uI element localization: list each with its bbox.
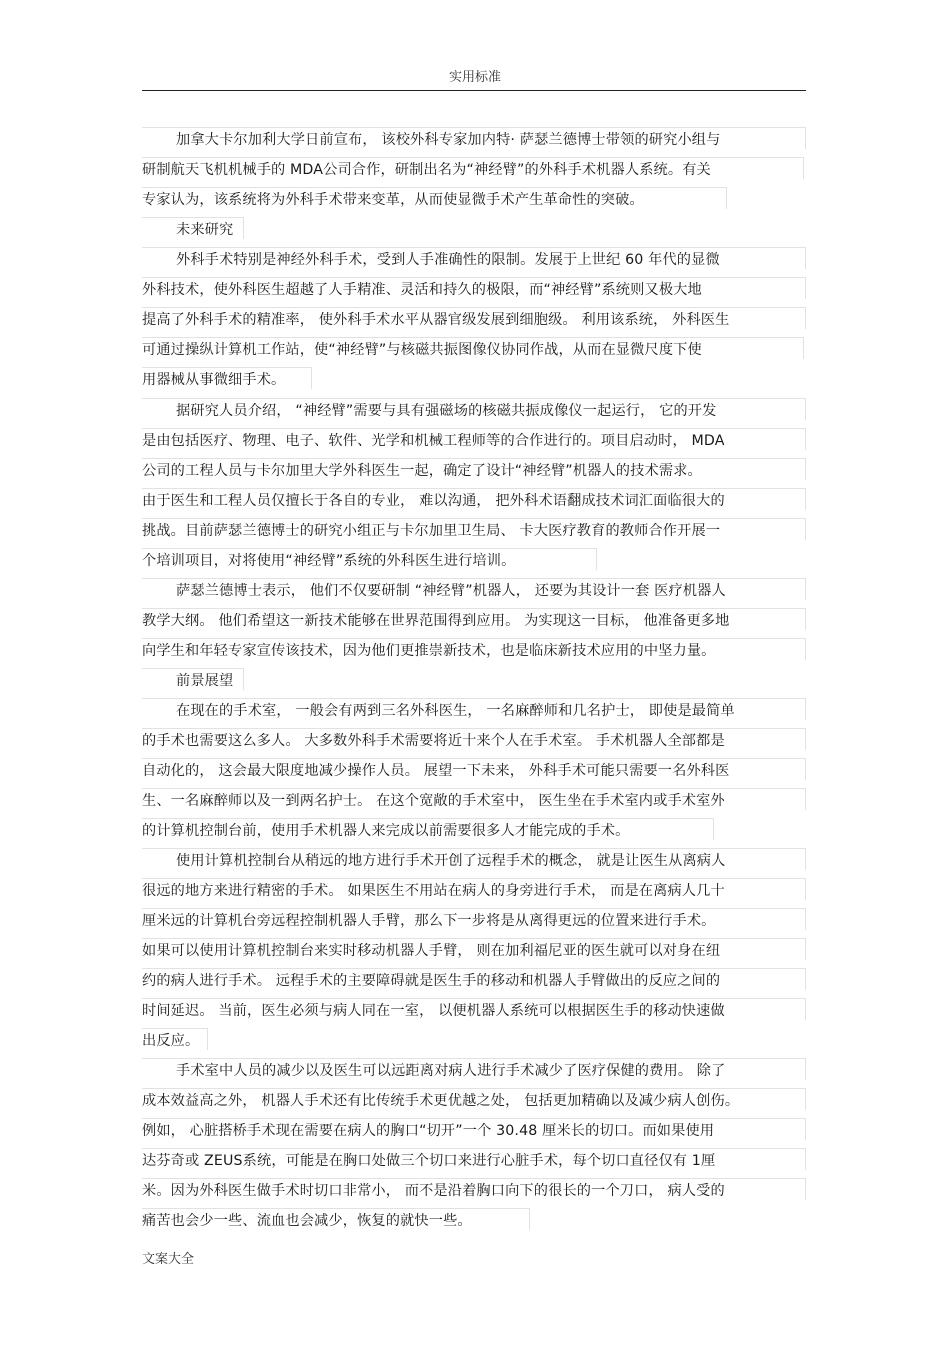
text-line — [142, 516, 806, 546]
text-line — [142, 666, 806, 696]
line-text: 的计算机控制台前，使用手术机器人来完成以前需要很多人才能完成的手术。 — [142, 823, 630, 839]
line-text: 教学大纲。 他们希望这一新技术能够在世界范围得到应用。 为实现这一目标， 他准备更多地 — [142, 613, 730, 629]
line-text: 痛苦也会少一些、流血也会减少，恢复的就快一些。 — [142, 1213, 472, 1229]
text-line — [142, 215, 806, 245]
text-line — [142, 876, 806, 906]
line-text: 厘米远的计算机台旁远程控制机器人手臂，那么下一步将是从离得更远的位置来进行手术。 — [142, 913, 716, 929]
line-text: 使用计算机控制台从稍远的地方进行手术开创了远程手术的概念， 就是让医生从离病人 — [176, 853, 726, 869]
text-line — [142, 1056, 806, 1086]
text-line — [142, 185, 806, 215]
text-line — [142, 1086, 806, 1116]
line-text: 是由包括医疗、物理、电子、软件、光学和机械工程师等的合作进行的。项目启动时， MDA — [142, 433, 725, 449]
line-text: 挑战。目前萨瑟兰德博士的研究小组正与卡尔加里卫生局、 卡大医疗教育的教师合作开展一 — [142, 523, 721, 539]
text-line — [142, 756, 806, 786]
line-text: 米。因为外科医生做手术时切口非常小， 而不是沿着胸口向下的很长的一个刀口， 病人受的 — [142, 1183, 725, 1199]
text-line — [142, 606, 806, 636]
text-line — [142, 816, 806, 846]
text-line — [142, 1026, 806, 1056]
line-text: 如果可以使用计算机控制台来实时移动机器人手臂， 则在加利福尼亚的医生就可以对身在纽 — [142, 943, 721, 959]
text-line — [142, 906, 806, 936]
line-text: 的手术也需要这么多人。 大多数外科手术需要将近十来个人在手术室。 手术机器人全部都是 — [142, 733, 725, 749]
line-text: 由于医生和工程人员仅擅长于各自的专业， 难以沟通， 把外科术语翻成技术词汇面临很大的 — [142, 493, 725, 509]
line-text: 自动化的， 这会最大限度地减少操作人员。 展望一下未来， 外科手术可能只需要一名外科医 — [142, 763, 730, 779]
text-line — [142, 996, 806, 1026]
text-line — [142, 696, 806, 726]
line-text: 时间延迟。 当前，医生必须与病人同在一室， 以便机器人系统可以根据医生手的移动快速做 — [142, 1003, 725, 1019]
text-line — [142, 726, 806, 756]
text-line — [142, 636, 806, 666]
text-line — [142, 576, 806, 606]
text-line — [142, 335, 806, 365]
text-line — [142, 936, 806, 966]
line-text: 提高了外科手术的精准率， 使外科手术水平从器官级发展到细胞级。 利用该系统， 外科医生 — [142, 312, 730, 328]
line-text: 达芬奇或 ZEUS系统，可能是在胸口处做三个切口来进行心脏手术，每个切口直径仅有 1厘 — [142, 1153, 716, 1169]
line-text: 个培训项目，对将使用“神经臂”系统的外科医生进行培训。 — [142, 553, 516, 569]
line-text: 外科技术，使外科医生超越了人手精准、灵活和持久的极限，而“神经臂”系统则又极大地 — [142, 282, 702, 298]
line-text: 据研究人员介绍， “神经臂”需要与具有强磁场的核磁共振成像仪一起运行， 它的开发 — [176, 403, 717, 419]
text-line — [142, 1206, 806, 1236]
text-line — [142, 305, 806, 335]
text-line — [142, 396, 806, 426]
text-line — [142, 1146, 806, 1176]
text-line — [142, 155, 806, 185]
page-header: 实用标准 — [448, 70, 501, 85]
text-line — [142, 125, 806, 155]
text-line — [142, 846, 806, 876]
text-line — [142, 245, 806, 275]
line-text: 公司的工程人员与卡尔加里大学外科医生一起，确定了设计“神经臂”机器人的技术需求。 — [142, 463, 702, 479]
text-line — [142, 426, 806, 456]
line-text: 可通过操纵计算机工作站，使“神经臂”与核磁共振图像仪协同作战，从而在显微尺度下使 — [142, 342, 702, 358]
line-text: 研制航天飞机机械手的 MDA公司合作，研制出名为“神经臂”的外科手术机器人系统。有关 — [142, 162, 711, 178]
line-text: 用器械从事微细手术。 — [142, 372, 286, 388]
line-text: 专家认为，该系统将为外科手术带来变革，从而使显微手术产生革命性的突破。 — [142, 192, 644, 208]
line-text: 成本效益高之外， 机器人手术还有比传统手术更优越之处， 包括更加精确以及减少病人创伤。 — [142, 1093, 740, 1109]
line-text: 向学生和年轻专家宣传该技术，因为他们更推崇新技术，也是临床新技术应用的中坚力量。 — [142, 643, 716, 659]
text-line — [142, 486, 806, 516]
text-line — [142, 1116, 806, 1146]
line-text: 未来研究 — [176, 222, 234, 238]
line-text: 萨瑟兰德博士表示， 他们不仅要研制 “神经臂”机器人， 还要为其设计一套 医疗机器人 — [176, 583, 726, 599]
text-line — [142, 275, 806, 305]
text-line — [142, 786, 806, 816]
line-text: 约的病人进行手术。 远程手术的主要障碍就是医生手的移动和机器人手臂做出的反应之间的 — [142, 973, 721, 989]
line-text: 在现在的手术室， 一般会有两到三名外科医生， 一名麻醉师和几名护士， 即使是最简单 — [176, 703, 735, 719]
line-text: 外科手术特别是神经外科手术，受到人手准确性的限制。发展于上世纪 60 年代的显微 — [176, 252, 720, 268]
text-line — [142, 365, 806, 395]
text-line — [142, 456, 806, 486]
line-text: 生、一名麻醉师以及一到两名护士。 在这个宽敞的手术室中， 医生坐在手术室内或手术室外 — [142, 793, 725, 809]
text-line — [142, 1176, 806, 1206]
line-text: 加拿大卡尔加利大学日前宣布， 该校外科专家加内特· 萨瑟兰德博士带领的研究小组与 — [176, 132, 721, 148]
line-text: 例如， 心脏搭桥手术现在需要在病人的胸口“切开”一个 30.48 厘米长的切口。而如果使用 — [142, 1123, 715, 1139]
line-text: 出反应。 — [142, 1033, 200, 1049]
line-text: 手术室中人员的减少以及医生可以远距离对病人进行手术减少了医疗保健的费用。 除了 — [176, 1063, 726, 1079]
page-footer: 文案大全 — [142, 1252, 195, 1267]
text-line — [142, 546, 806, 576]
text-line — [142, 966, 806, 996]
line-text: 很远的地方来进行精密的手术。 如果医生不用站在病人的身旁进行手术， 而是在离病人几十 — [142, 883, 725, 899]
line-text: 前景展望 — [176, 673, 234, 689]
